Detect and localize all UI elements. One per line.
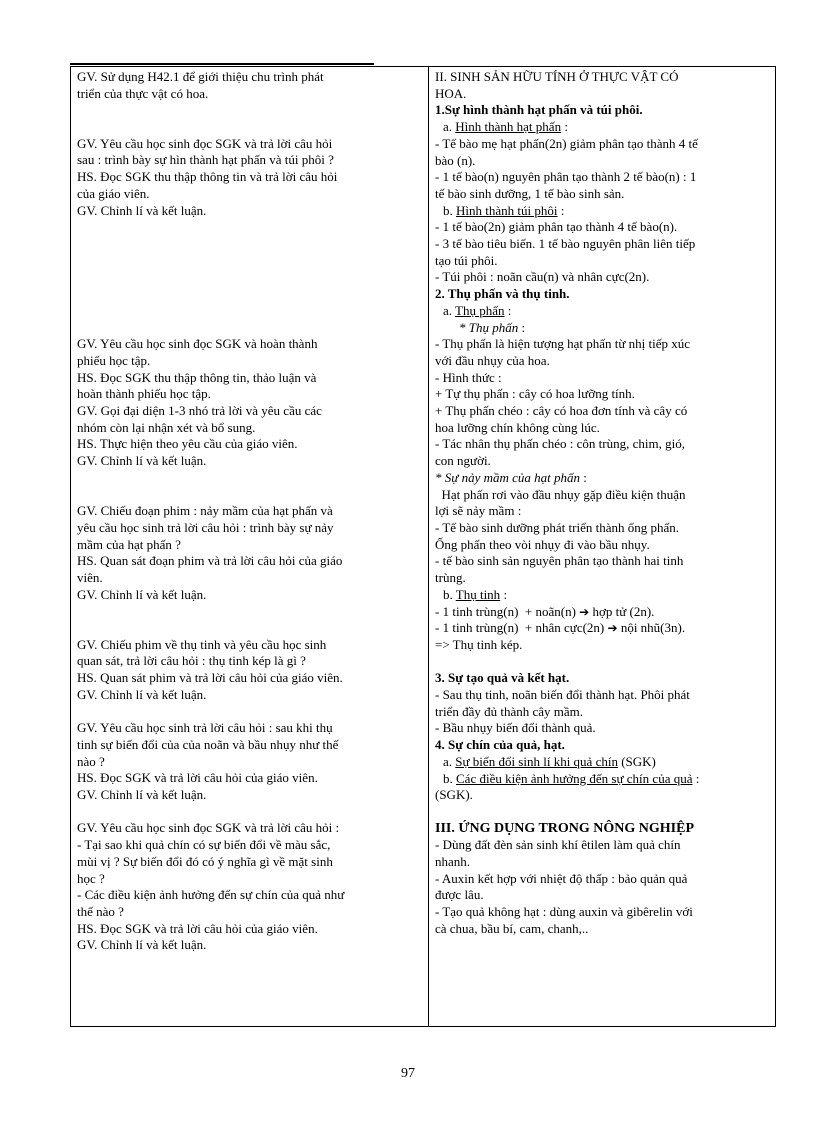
text-line: viên. bbox=[77, 569, 103, 585]
text-line: - Túi phôi : noãn cầu(n) và nhân cực(2n). bbox=[435, 269, 650, 285]
text-line: - Thụ phấn là hiện tượng hạt phấn từ nhị tiếp xúc bbox=[435, 336, 691, 352]
subsection-title: 1.Sự hình thành hạt phấn và túi phôi. bbox=[435, 102, 643, 118]
text-line: - Tác nhân thụ phấn chéo : côn trùng, chim, gió, bbox=[435, 436, 685, 452]
text-line: GV. Chỉnh lí và kết luận. bbox=[77, 453, 207, 469]
teacher-activity-column bbox=[71, 67, 429, 1027]
text-line: - Tạo quả không hạt : dùng auxin và gibêrelin với bbox=[435, 904, 693, 920]
text-line: GV. Chỉnh lí và kết luận. bbox=[77, 202, 207, 218]
text-line: GV. Chỉnh lí và kết luận. bbox=[77, 787, 207, 803]
text-line: - Tế bào sinh dưỡng phát triển thành ống phấn. bbox=[435, 519, 680, 535]
text-line: nhóm còn lại nhận xét và bổ sung. bbox=[77, 419, 256, 435]
section-heading-cont: HOA. bbox=[435, 85, 467, 101]
item-heading: a. Hình thành hạt phấn : bbox=[443, 119, 568, 135]
item-heading: a. Sự biến đổi sinh lí khi quả chín (SGK) bbox=[443, 753, 656, 769]
lesson-content-column bbox=[429, 67, 776, 1027]
section-heading: III. ỨNG DỤNG TRONG NÔNG NGHIỆP bbox=[435, 820, 695, 836]
table-row bbox=[71, 67, 776, 1027]
teacher-block-4 bbox=[77, 503, 424, 603]
text-line: tế bào sinh dưỡng, 1 tế bào sinh sản. bbox=[435, 185, 625, 201]
item-heading: b. Thụ tinh : bbox=[443, 586, 508, 602]
text-line: GV. Yêu cầu học sinh trả lời câu hỏi : sau khi thụ bbox=[77, 720, 333, 736]
text-line: nhanh. bbox=[435, 854, 471, 870]
arrow-right-icon: ➔ bbox=[579, 604, 590, 619]
lesson-table bbox=[70, 66, 776, 1027]
text-line: - tế bào sinh sản nguyên phân tạo thành hai tinh bbox=[435, 553, 684, 569]
page-number: 97 bbox=[401, 1066, 415, 1081]
text-line: + Thụ phấn chéo : cây có hoa đơn tính và cây có bbox=[435, 403, 688, 419]
item-heading: b. Hình thành túi phôi : bbox=[443, 202, 565, 218]
text-line: - Bầu nhụy biến đổi thành quả. bbox=[435, 720, 596, 736]
sub-heading: * Thụ phấn : bbox=[459, 319, 526, 335]
text-line: - Tế bào mẹ hạt phấn(2n) giảm phân tạo thành 4 tế bbox=[435, 135, 698, 151]
text-line: của giáo viên. bbox=[77, 185, 150, 201]
teacher-block-5 bbox=[77, 637, 424, 704]
text-line: HS. Thực hiện theo yêu cầu của giáo viên. bbox=[77, 436, 298, 452]
teacher-block-7 bbox=[77, 820, 424, 954]
text-line: GV. Chiếu phim về thụ tinh và yêu cầu học sinh bbox=[77, 636, 327, 652]
text-line: - Sau thụ tinh, noãn biến đổi thành hạt. Phôi phát bbox=[435, 687, 690, 702]
text-line: GV. Chỉnh lí và kết luận. bbox=[77, 937, 207, 953]
equation-line: - 1 tinh trùng(n) + noãn(n) ➔ hợp tử (2n). bbox=[435, 603, 655, 619]
text-line: tinh sự biến đổi của của noãn và bầu nhụy như thế bbox=[77, 736, 339, 752]
subsection-title: 4. Sự chín của quả, hạt. bbox=[435, 737, 565, 753]
sub-heading: * Sự nảy mầm của hạt phấn : bbox=[435, 469, 587, 485]
text-line: được lâu. bbox=[435, 887, 484, 903]
text-line: - Dùng đất đèn sản sinh khí êtilen làm quả chín bbox=[435, 837, 681, 853]
text-line: => Thụ tinh kép. bbox=[435, 636, 523, 652]
equation-line: - 1 tinh trùng(n) + nhân cực(2n) ➔ nội nhũ(3n). bbox=[435, 620, 686, 636]
text-line: con người. bbox=[435, 453, 491, 469]
text-line: Hạt phấn rơi vào đầu nhụy gặp điều kiện thuận bbox=[435, 486, 686, 502]
text-line: HS. Đọc SGK thu thập thông tin và trả lời câu hỏi bbox=[77, 169, 338, 185]
teacher-block-2 bbox=[77, 136, 424, 220]
text-line: GV. Sử dụng H42.1 để giới thiệu chu trình phát bbox=[77, 69, 324, 84]
item-heading: a. Thụ phấn : bbox=[443, 302, 512, 318]
item-heading: b. Các điều kiện ảnh hưởng đến sự chín của quả : bbox=[443, 770, 700, 786]
text-line: GV. Yêu cầu học sinh đọc SGK và trả lời câu hỏi : bbox=[77, 820, 340, 836]
text-line: yêu cầu học sinh trả lời câu hỏi : trình bày sự nảy bbox=[77, 519, 334, 535]
text-line: GV. Chỉnh lí và kết luận. bbox=[77, 686, 207, 702]
text-line: - 1 tế bào(2n) giảm phân tạo thành 4 tế bào(n). bbox=[435, 219, 678, 235]
text-line: học ? bbox=[77, 870, 105, 886]
text-line: quan sát, trả lời câu hỏi : thụ tinh kép là gì ? bbox=[77, 653, 306, 669]
text-line: hoàn thành phiếu học tập. bbox=[77, 386, 211, 402]
text-line: sau : trình bày sự hìn thành hạt phấn và túi phôi ? bbox=[77, 152, 334, 168]
text-line: hoa lưỡng chín không cùng lúc. bbox=[435, 419, 600, 435]
teacher-block-1 bbox=[77, 69, 424, 102]
text-line: trùng. bbox=[435, 570, 466, 586]
text-line: GV. Yêu cầu học sinh đọc SGK và trả lời câu hỏi bbox=[77, 135, 333, 151]
text-line: - Các điều kiện ảnh hưởng đến sự chín của quả như bbox=[77, 887, 345, 903]
text-line: GV. Chỉnh lí và kết luận. bbox=[77, 586, 207, 602]
text-line: - 1 tế bào(n) nguyên phân tạo thành 2 tế bào(n) : 1 bbox=[435, 169, 697, 185]
text-line: HS. Đọc SGK thu thập thông tin, thảo luận và bbox=[77, 369, 317, 385]
text-line: GV. Chiếu đoạn phim : nảy mầm của hạt phấn và bbox=[77, 503, 333, 519]
text-line: tạo túi phôi. bbox=[435, 252, 498, 268]
text-line: - Auxin kết hợp với nhiệt độ thấp : bảo quản quả bbox=[435, 870, 688, 886]
text-line: - 3 tế bào tiêu biến. 1 tế bào nguyên phân liên tiếp bbox=[435, 236, 696, 252]
text-line: cà chua, bầu bí, cam, chanh,.. bbox=[435, 920, 589, 936]
text-line: HS. Đọc SGK và trả lời câu hỏi của giáo viên. bbox=[77, 770, 318, 786]
text-line: mầm của hạt phấn ? bbox=[77, 536, 181, 552]
text-line: Ống phấn theo vòi nhụy đi vào bầu nhụy. bbox=[435, 536, 650, 552]
top-rule bbox=[70, 63, 374, 65]
text-line: HS. Đọc SGK và trả lời câu hỏi của giáo viên. bbox=[77, 920, 318, 936]
text-line: phiếu học tập. bbox=[77, 352, 151, 368]
text-line: bào (n). bbox=[435, 152, 476, 168]
text-line: - Hình thức : bbox=[435, 369, 502, 385]
text-line: GV. Yêu cầu học sinh đọc SGK và hoàn thành bbox=[77, 336, 318, 352]
subsection-title: 3. Sự tạo quả và kết hạt. bbox=[435, 670, 570, 686]
subsection-title: 2. Thụ phấn và thụ tinh. bbox=[435, 286, 570, 302]
text-line: GV. Gọi đại diện 1-3 nhó trả lời và yêu cầu các bbox=[77, 402, 322, 418]
text-line: thế nào ? bbox=[77, 903, 124, 919]
text-line: nào ? bbox=[77, 753, 105, 769]
text-line: HS. Quan sát phim và trả lời câu hỏi của giáo viên. bbox=[77, 670, 343, 686]
text-line: với đầu nhụy của hoa. bbox=[435, 352, 550, 368]
section-heading: II. SINH SẢN HỮU TÍNH Ở THỰC VẬT CÓ bbox=[435, 69, 679, 84]
text-line: triển đầy đủ thành cây mầm. bbox=[435, 703, 584, 719]
arrow-right-icon: ➔ bbox=[607, 621, 618, 636]
text-line: lợi sẽ nảy mầm : bbox=[435, 503, 522, 519]
text-line: mùi vị ? Sự biến đổi đó có ý nghĩa gì về mặt sinh bbox=[77, 853, 333, 869]
text-line: + Tự thụ phấn : cây có hoa lưỡng tính. bbox=[435, 386, 635, 402]
text-line: (SGK). bbox=[435, 787, 473, 803]
text-line: - Tại sao khi quả chín có sự biến đổi về màu sắc, bbox=[77, 837, 331, 853]
text-line: triển của thực vật có hoa. bbox=[77, 85, 209, 101]
text-line: HS. Quan sát đoạn phim và trả lời câu hỏi của giáo bbox=[77, 553, 343, 569]
teacher-block-6 bbox=[77, 720, 424, 804]
teacher-block-3 bbox=[77, 336, 424, 470]
